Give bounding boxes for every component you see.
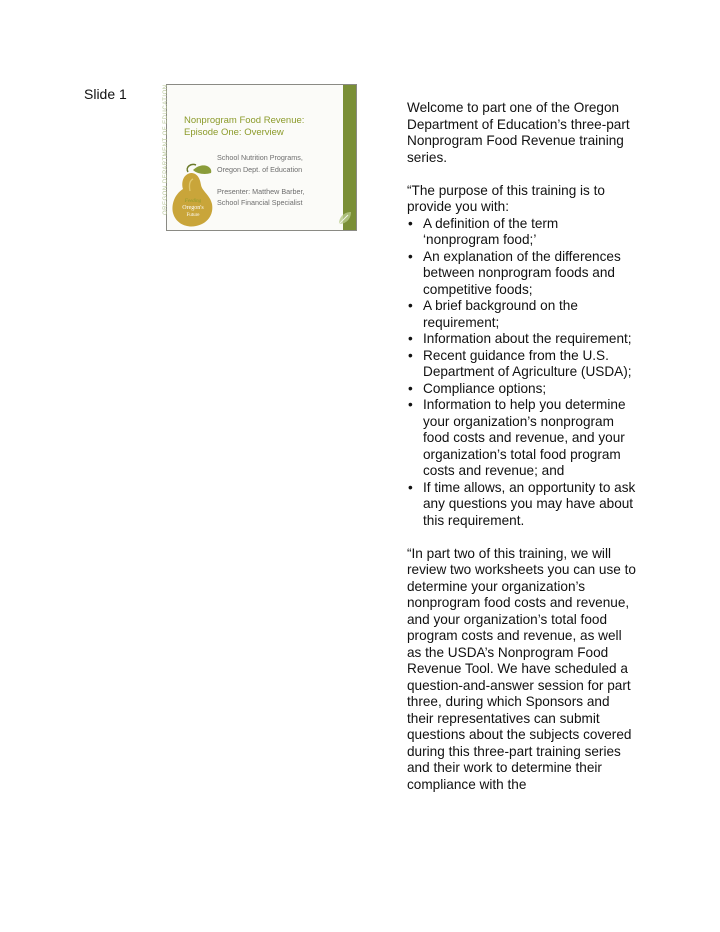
slide-title-line-2: Episode One: Overview <box>184 127 284 138</box>
list-item: • Information about the requirement; <box>407 331 637 348</box>
notes-bullet-list <box>407 216 637 530</box>
slide-subtitle-line-1: School Nutrition Programs, <box>217 153 303 162</box>
pear-logo-icon <box>169 161 219 229</box>
svg-text:Feeding: Feeding <box>184 199 202 204</box>
slide-thumbnail[interactable] <box>163 84 357 231</box>
list-item: • A brief background on the requirement; <box>407 298 637 331</box>
svg-text:Future: Future <box>186 213 200 218</box>
list-item: • A definition of the term ‘nonprogram food;’ <box>407 216 637 249</box>
list-item: • Recent guidance from the U.S. Department of Agriculture (USDA); <box>407 348 637 381</box>
slide-title <box>184 115 304 139</box>
list-item: • Information to help you determine your organization’s nonprogram food costs and revenue, and your organization’s total food program costs and revenue; and <box>407 397 637 480</box>
slide-number-label: Slide 1 <box>84 86 127 102</box>
list-item: • Compliance options; <box>407 381 637 398</box>
slide-presenter-line-2: School Financial Specialist <box>217 198 303 207</box>
list-item: • If time allows, an opportunity to ask any questions you may have about this requirement. <box>407 480 637 530</box>
svg-text:Oregon's: Oregon's <box>182 205 204 211</box>
speaker-notes <box>407 100 637 793</box>
slide-accent-stripe <box>343 85 356 230</box>
notes-purpose: “The purpose of this training is to provide you with: <box>407 182 605 214</box>
list-item: • An explanation of the differences between nonprogram foods and competitive foods; <box>407 249 637 299</box>
slide-presenter-line-1: Presenter: Matthew Barber, <box>217 187 305 196</box>
leaf-decoration-icon <box>337 210 353 226</box>
slide-side-text: OREGON DEPARTMENT OF EDUCATION <box>163 84 169 215</box>
slide-title-line-1: Nonprogram Food Revenue: <box>184 115 305 126</box>
notes-part-two: “In part two of this training, we will review two worksheets you can use to determine your organization’s nonprogram food costs and revenue, and your organization’s total food program costs and revenue, as well as the USDA’s Nonprogram Food Revenue Tool. We have scheduled a question-and-answer session for part three, during which Sponsors and their representatives can submit questions about the subjects covered during this three-part training series and their work to determine their compliance with the <box>407 545 636 792</box>
slide-subtitle-line-2: Oregon Dept. of Education <box>217 165 303 174</box>
notes-intro: Welcome to part one of the Oregon Department of Education’s three-part Nonprogram Food Revenue training series. <box>407 100 630 165</box>
